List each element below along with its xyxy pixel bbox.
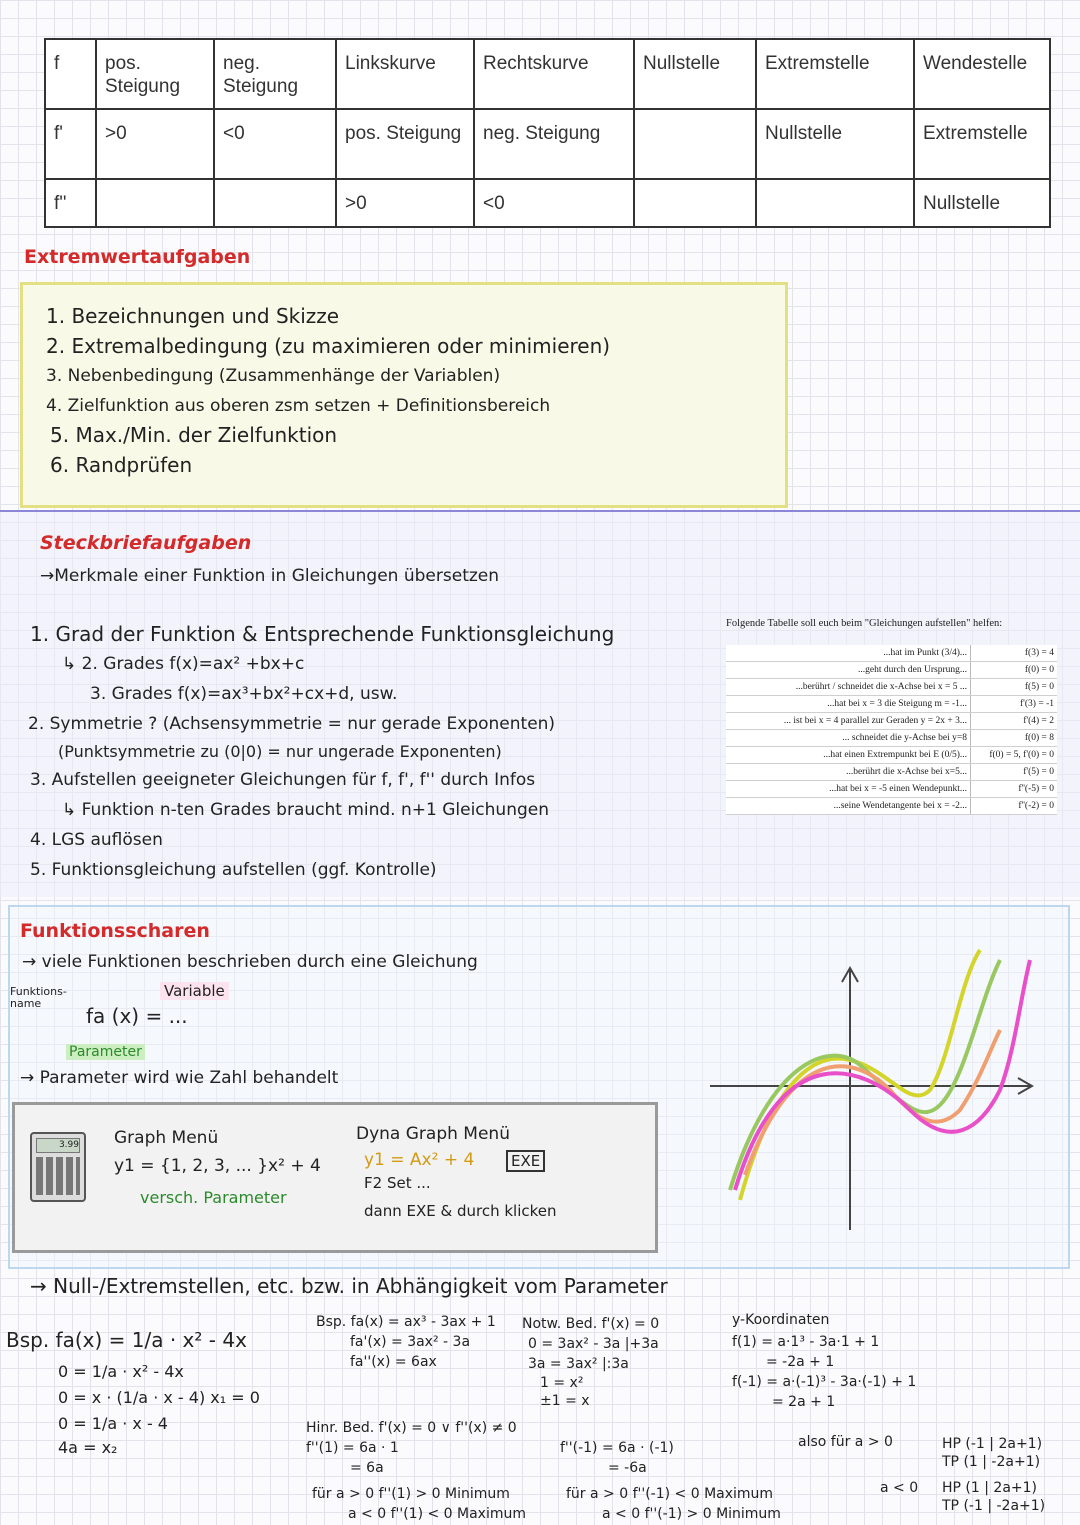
example2-line: f''(1) = 6a · 1 bbox=[306, 1440, 399, 1456]
help-desc: ...hat bei x = -5 einen Wendepunkt... bbox=[726, 781, 971, 798]
curve-yellow bbox=[740, 950, 980, 1200]
cell: <0 bbox=[214, 109, 336, 179]
steckbrief-line: ↳ Funktion n-ten Grades braucht mind. n+1 Gleichungen bbox=[62, 800, 549, 820]
cell: Extremstelle bbox=[914, 109, 1050, 179]
help-desc: ...hat im Punkt (3/4)... bbox=[726, 645, 971, 662]
help-desc: ...berührt / schneidet die x-Achse bei x = 5 ... bbox=[726, 679, 971, 696]
example2-line: y-Koordinaten bbox=[732, 1312, 830, 1328]
example2-line: a < 0 f''(1) < 0 Maximum bbox=[348, 1506, 526, 1522]
example2-line: = -2a + 1 bbox=[766, 1354, 835, 1370]
help-eq: f''(-2) = 0 bbox=[971, 798, 1058, 815]
help-desc: ...seine Wendetangente bei x = -2... bbox=[726, 798, 971, 815]
extrem-title: Extremwertaufgaben bbox=[24, 246, 251, 268]
help-desc: ...hat bei x = 3 die Steigung m = -1... bbox=[726, 696, 971, 713]
example2-line: für a > 0 f''(-1) < 0 Maximum bbox=[566, 1486, 774, 1502]
cell: Nullstelle bbox=[634, 39, 756, 109]
example2-line: Notw. Bed. f'(x) = 0 bbox=[522, 1316, 660, 1332]
label-parameter: Parameter bbox=[66, 1044, 145, 1060]
extrem-step: 4. Zielfunktion aus oberen zsm setzen + Definitionsbereich bbox=[46, 396, 551, 416]
calculator-box bbox=[12, 1102, 658, 1253]
help-desc: ...geht durch den Ursprung... bbox=[726, 662, 971, 679]
graph-menu-eq: y1 = {1, 2, 3, ... }x² + 4 bbox=[114, 1156, 321, 1176]
cell: Rechtskurve bbox=[474, 39, 634, 109]
example2-line: Bsp. fa(x) = ax³ - 3ax + 1 bbox=[316, 1314, 496, 1330]
help-desc: ...hat einen Extrempunkt bei E (0/5)... bbox=[726, 747, 971, 764]
example1-line: 0 = x · (1/a · x - 4) x₁ = 0 bbox=[58, 1388, 260, 1407]
cell: neg. Steigung bbox=[214, 39, 336, 109]
dyna-menu-eq: y1 = Ax² + 4 bbox=[364, 1150, 475, 1170]
example2-line: Hinr. Bed. f'(x) = 0 ∨ f''(x) ≠ 0 bbox=[306, 1420, 517, 1436]
steckbrief-line: 1. Grad der Funktion & Entsprechende Funktionsgleichung bbox=[30, 622, 615, 646]
steckbrief-title: Steckbriefaufgaben bbox=[40, 532, 252, 554]
example2-alt: a < 0 bbox=[880, 1480, 919, 1496]
cell: <0 bbox=[474, 179, 634, 227]
example2-line: f''(-1) = 6a · (-1) bbox=[560, 1440, 674, 1456]
calculator-icon: 3.99 bbox=[30, 1132, 86, 1202]
example2-line: = 6a bbox=[350, 1460, 384, 1476]
dependency-line: → Null-/Extremstellen, etc. bzw. in Abhängigkeit vom Parameter bbox=[30, 1274, 668, 1298]
curve-green bbox=[730, 960, 1000, 1190]
example2-hp1: HP (-1 | 2a+1) bbox=[942, 1436, 1043, 1452]
example2-line: f(-1) = a·(-1)³ - 3a·(-1) + 1 bbox=[732, 1374, 917, 1390]
extrem-step: 2. Extremalbedingung (zu maximieren oder minimieren) bbox=[46, 334, 611, 358]
extrem-step: 6. Randprüfen bbox=[50, 453, 193, 477]
extrem-step: 5. Max./Min. der Zielfunktion bbox=[50, 423, 338, 447]
help-eq: f'(3) = -1 bbox=[971, 696, 1058, 713]
steckbrief-line: ↳ 2. Grades f(x)=ax² +bx+c bbox=[62, 654, 305, 674]
steckbrief-line: 3. Grades f(x)=ax³+bx²+cx+d, usw. bbox=[90, 684, 398, 704]
graph-menu-note: versch. Parameter bbox=[140, 1188, 287, 1207]
example2-line: ±1 = x bbox=[540, 1393, 590, 1409]
help-desc: ... ist bei x = 4 parallel zur Geraden y = 2x + 3... bbox=[726, 713, 971, 730]
label-function-name: Funktions-name bbox=[10, 985, 67, 1010]
cell: pos. Steigung bbox=[336, 109, 474, 179]
example2-line: 3a = 3ax² |:3a bbox=[528, 1356, 629, 1372]
exe-key: EXE bbox=[506, 1150, 545, 1172]
cell: pos. Steigung bbox=[96, 39, 214, 109]
help-eq: f'(4) = 2 bbox=[971, 713, 1058, 730]
help-desc: ... schneidet die y-Achse bei y=8 bbox=[726, 730, 971, 747]
steckbrief-subtitle: →Merkmale einer Funktion in Gleichungen übersetzen bbox=[40, 566, 500, 586]
cell bbox=[634, 109, 756, 179]
cell: Wendestelle bbox=[914, 39, 1050, 109]
steckbrief-line: (Punktsymmetrie zu (0|0) = nur ungerade Exponenten) bbox=[58, 742, 502, 761]
example2-tp1: TP (1 | -2a+1) bbox=[942, 1454, 1041, 1470]
label-variable: Variable bbox=[160, 982, 229, 1000]
steckbrief-line: 2. Symmetrie ? (Achsensymmetrie = nur gerade Exponenten) bbox=[28, 714, 556, 734]
example2-also: also für a > 0 bbox=[798, 1434, 893, 1450]
extrem-step: 1. Bezeichnungen und Skizze bbox=[46, 304, 340, 328]
dyna-set: F2 Set ... bbox=[364, 1174, 431, 1192]
example2-tp2: TP (-1 | -2a+1) bbox=[942, 1498, 1046, 1514]
example2-line: = 2a + 1 bbox=[772, 1394, 836, 1410]
cell: Linkskurve bbox=[336, 39, 474, 109]
scharen-notation: fa (x) = ... bbox=[86, 1004, 188, 1028]
graph-menu-label: Graph Menü bbox=[114, 1128, 219, 1148]
cell bbox=[214, 179, 336, 227]
cell: neg. Steigung bbox=[474, 109, 634, 179]
example1-line: Bsp. fa(x) = 1/a · x² - 4x bbox=[6, 1328, 247, 1352]
steckbrief-line: 5. Funktionsgleichung aufstellen (ggf. Kontrolle) bbox=[30, 860, 437, 880]
scharen-subtitle: → viele Funktionen beschrieben durch eine Gleichung bbox=[22, 952, 478, 972]
extrem-step: 3. Nebenbedingung (Zusammenhänge der Variablen) bbox=[46, 366, 501, 386]
scharen-graph bbox=[700, 940, 1050, 1240]
example2-line: f(1) = a·1³ - 3a·1 + 1 bbox=[732, 1334, 880, 1350]
help-desc: ...berührt die x-Achse bei x=5... bbox=[726, 764, 971, 781]
cell: >0 bbox=[336, 179, 474, 227]
example1-line: 0 = 1/a · x² - 4x bbox=[58, 1362, 184, 1381]
example1-line: 0 = 1/a · x - 4 bbox=[58, 1414, 168, 1433]
derivative-table bbox=[44, 38, 1051, 228]
cell bbox=[96, 179, 214, 227]
help-table bbox=[726, 645, 1057, 815]
help-eq: f(0) = 0 bbox=[971, 662, 1058, 679]
example2-hp2: HP (1 | 2a+1) bbox=[942, 1480, 1037, 1496]
help-eq: f(3) = 4 bbox=[971, 645, 1058, 662]
row-head-f: f bbox=[45, 39, 96, 109]
example2-line: für a > 0 f''(1) > 0 Minimum bbox=[312, 1486, 510, 1502]
param-line: → Parameter wird wie Zahl behandelt bbox=[20, 1068, 339, 1088]
curve-orange bbox=[745, 1030, 1000, 1175]
help-eq: f(0) = 5, f'(0) = 0 bbox=[971, 747, 1058, 764]
dyna-menu-label: Dyna Graph Menü bbox=[356, 1124, 510, 1144]
example2-line: fa''(x) = 6ax bbox=[350, 1354, 437, 1370]
example2-line: 0 = 3ax² - 3a |+3a bbox=[528, 1336, 659, 1352]
cell: Nullstelle bbox=[914, 179, 1050, 227]
example2-line: = -6a bbox=[608, 1460, 647, 1476]
help-table-title: Folgende Tabelle soll euch beim "Gleichungen aufstellen" helfen: bbox=[726, 618, 1003, 629]
cell bbox=[756, 179, 914, 227]
row-head-f2: f'' bbox=[45, 179, 96, 227]
example2-line: 1 = x² bbox=[540, 1375, 584, 1391]
row-head-f1: f' bbox=[45, 109, 96, 179]
example1-line: 4a = x₂ bbox=[58, 1438, 118, 1457]
scharen-title: Funktionsscharen bbox=[20, 920, 210, 942]
steckbrief-line: 3. Aufstellen geeigneter Gleichungen für f, f', f'' durch Infos bbox=[30, 770, 536, 790]
help-eq: f'(5) = 0 bbox=[971, 764, 1058, 781]
example2-line: fa'(x) = 3ax² - 3a bbox=[350, 1334, 471, 1350]
dyna-click: dann EXE & durch klicken bbox=[364, 1202, 557, 1220]
example2-line: a < 0 f''(-1) > 0 Minimum bbox=[602, 1506, 781, 1522]
cell: Nullstelle bbox=[756, 109, 914, 179]
help-eq: f(0) = 8 bbox=[971, 730, 1058, 747]
cell bbox=[634, 179, 756, 227]
help-eq: f''(-5) = 0 bbox=[971, 781, 1058, 798]
cell: >0 bbox=[96, 109, 214, 179]
help-eq: f(5) = 0 bbox=[971, 679, 1058, 696]
cell: Extremstelle bbox=[756, 39, 914, 109]
steckbrief-line: 4. LGS auflösen bbox=[30, 830, 163, 850]
